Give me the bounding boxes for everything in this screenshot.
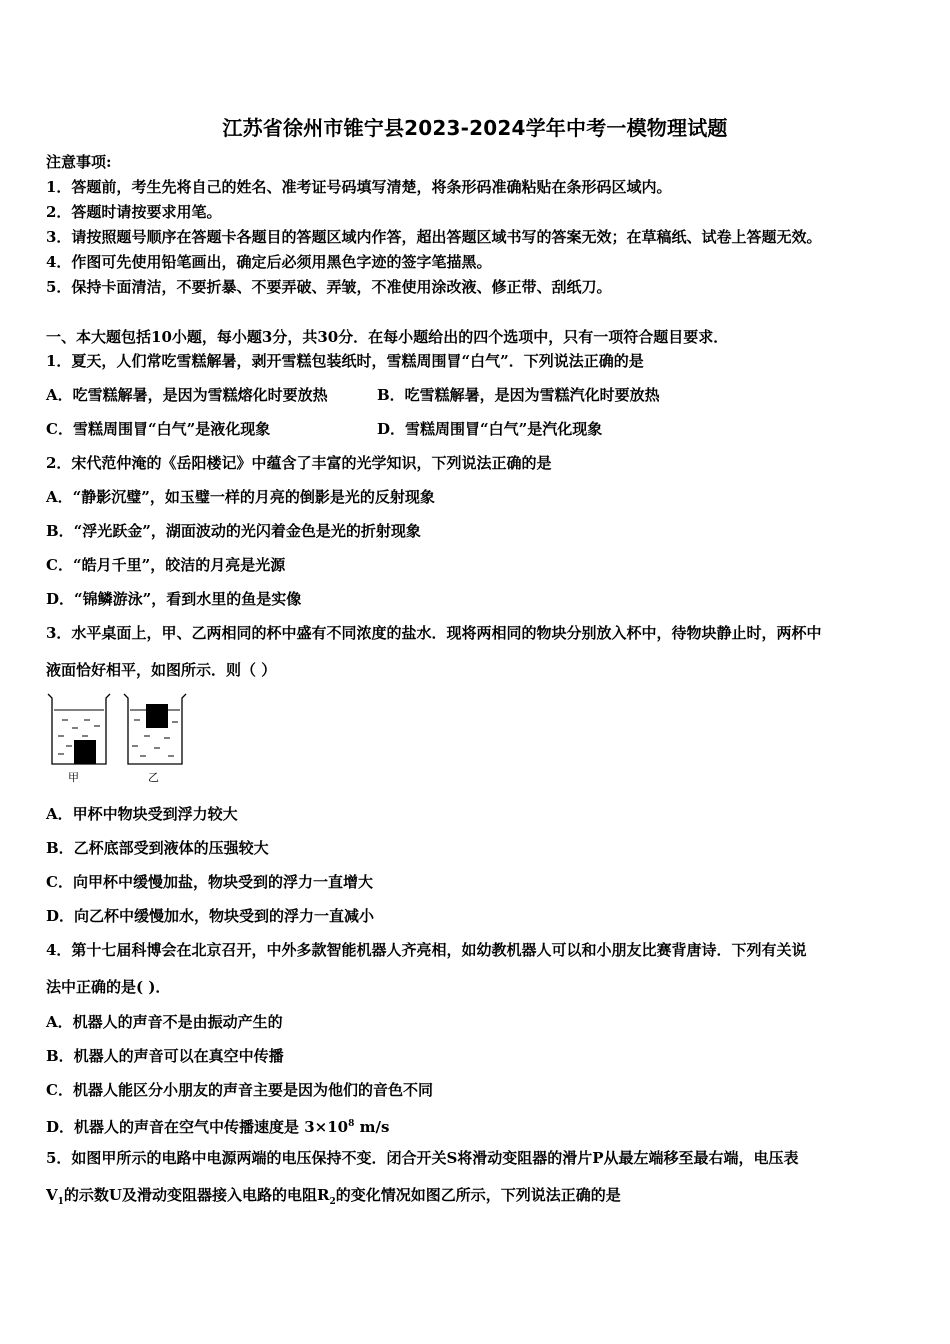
q3-stem-line2: 液面恰好相平，如图所示．则（ ） — [46, 661, 277, 679]
beaker-yi — [124, 694, 186, 764]
q2-stem: 2．宋代范仲淹的《岳阳楼记》中蕴含了丰富的光学知识，下列说法正确的是 — [46, 454, 552, 472]
notice-item-2: 2．答题时请按要求用笔。 — [46, 203, 222, 221]
q4-option-d — [46, 1114, 389, 1137]
q4-option-b: B．机器人的声音可以在真空中传播 — [46, 1047, 284, 1065]
notice-item-3: 3．请按照题号顺序在答题卡各题目的答题区域内作答，超出答题区域书写的答案无效；在草稿纸、试卷上答题无效。 — [46, 228, 822, 246]
q2-option-b: B．“浮光跃金”，湖面波动的光闪着金色是光的折射现象 — [46, 522, 421, 540]
q4-option-d-unit: m/s — [354, 1118, 390, 1136]
q1-option-b: B．吃雪糕解暑，是因为雪糕汽化时要放热 — [377, 386, 660, 404]
q4-stem-line1: 4．第十七届科博会在北京召开，中外多款智能机器人齐亮相，如幼教机器人可以和小朋友比赛背唐诗．下列有关说 — [46, 941, 807, 959]
notice-item-5: 5．保持卡面清洁，不要折暴、不要弄破、弄皱，不准使用涂改液、修正带、刮纸刀。 — [46, 278, 612, 296]
q4-stem-line2: 法中正确的是( )． — [46, 978, 171, 996]
q1-option-a: A．吃雪糕解暑，是因为雪糕熔化时要放热 — [46, 386, 328, 404]
beaker-jia — [48, 694, 110, 764]
q5-stem-mid: 的示数U及滑动变阻器接入电路的电阻R — [63, 1186, 330, 1204]
notice-item-4: 4．作图可先使用铅笔画出，确定后必须用黑色字迹的签字笔描黑。 — [46, 253, 492, 271]
q1-option-c: C．雪糕周围冒“白气”是液化现象 — [46, 420, 271, 438]
q3-option-a: A．甲杯中物块受到浮力较大 — [46, 805, 238, 823]
q3-option-b: B．乙杯底部受到液体的压强较大 — [46, 839, 269, 857]
figure-label-yi: 乙 — [148, 771, 159, 784]
q3-option-c: C．向甲杯中缓慢加盐，物块受到的浮力一直增大 — [46, 873, 373, 891]
q3-option-d: D．向乙杯中缓慢加水，物块受到的浮力一直减小 — [46, 907, 375, 925]
q4-option-d-exponent: 8 — [348, 1119, 355, 1129]
q5-stem-line1: 5．如图甲所示的电路中电源两端的电压保持不变．闭合开关S将滑动变阻器的滑片P从最左端移至最右端，电压表 — [46, 1149, 799, 1167]
q5-resistor-sub: 2 — [329, 1197, 336, 1207]
q1-stem: 1．夏天，人们常吃雪糕解暑，剥开雪糕包装纸时，雪糕周围冒“白气”．下列说法正确的是 — [46, 352, 644, 370]
q4-option-d-text: D．机器人的声音在空气中传播速度是 3×10 — [46, 1118, 349, 1136]
page-title: 江苏省徐州市锥宁县2023-2024学年中考一模物理试题 — [222, 116, 728, 140]
block-yi — [146, 704, 168, 728]
q5-stem-end: 的变化情况如图乙所示，下列说法正确的是 — [335, 1186, 621, 1204]
q3-stem-line1: 3．水平桌面上，甲、乙两相同的杯中盛有不同浓度的盐水．现将两相同的物块分别放入杯中，待物块静止时，两杯中 — [46, 624, 822, 642]
section-heading: 一、本大题包括10小题，每小题3分，共30分．在每小题给出的四个选项中，只有一项符合题目要求． — [46, 328, 729, 346]
figure-label-jia: 甲 — [68, 771, 79, 784]
q5-voltmeter-v: V — [46, 1186, 58, 1204]
q2-option-c: C．“皓月千里”，皎洁的月亮是光源 — [46, 556, 286, 574]
q5-stem-line2 — [46, 1185, 621, 1212]
q1-option-d: D．雪糕周围冒“白气”是汽化现象 — [377, 420, 603, 438]
q2-option-d: D．“锦鳞游泳”，看到水里的鱼是实像 — [46, 590, 302, 608]
q4-option-c: C．机器人能区分小朋友的声音主要是因为他们的音色不同 — [46, 1081, 433, 1099]
notice-item-1: 1．答题前，考生先将自己的姓名、准考证号码填写清楚，将条形码准确粘贴在条形码区域内。 — [46, 178, 672, 196]
block-jia — [74, 740, 96, 764]
notice-heading: 注意事项: — [46, 153, 112, 171]
q5-voltmeter-sub: 1 — [57, 1197, 64, 1207]
q4-option-a: A．机器人的声音不是由振动产生的 — [46, 1013, 283, 1031]
q2-option-a: A．“静影沉璧”，如玉璧一样的月亮的倒影是光的反射现象 — [46, 488, 435, 506]
beaker-figure — [44, 690, 194, 786]
